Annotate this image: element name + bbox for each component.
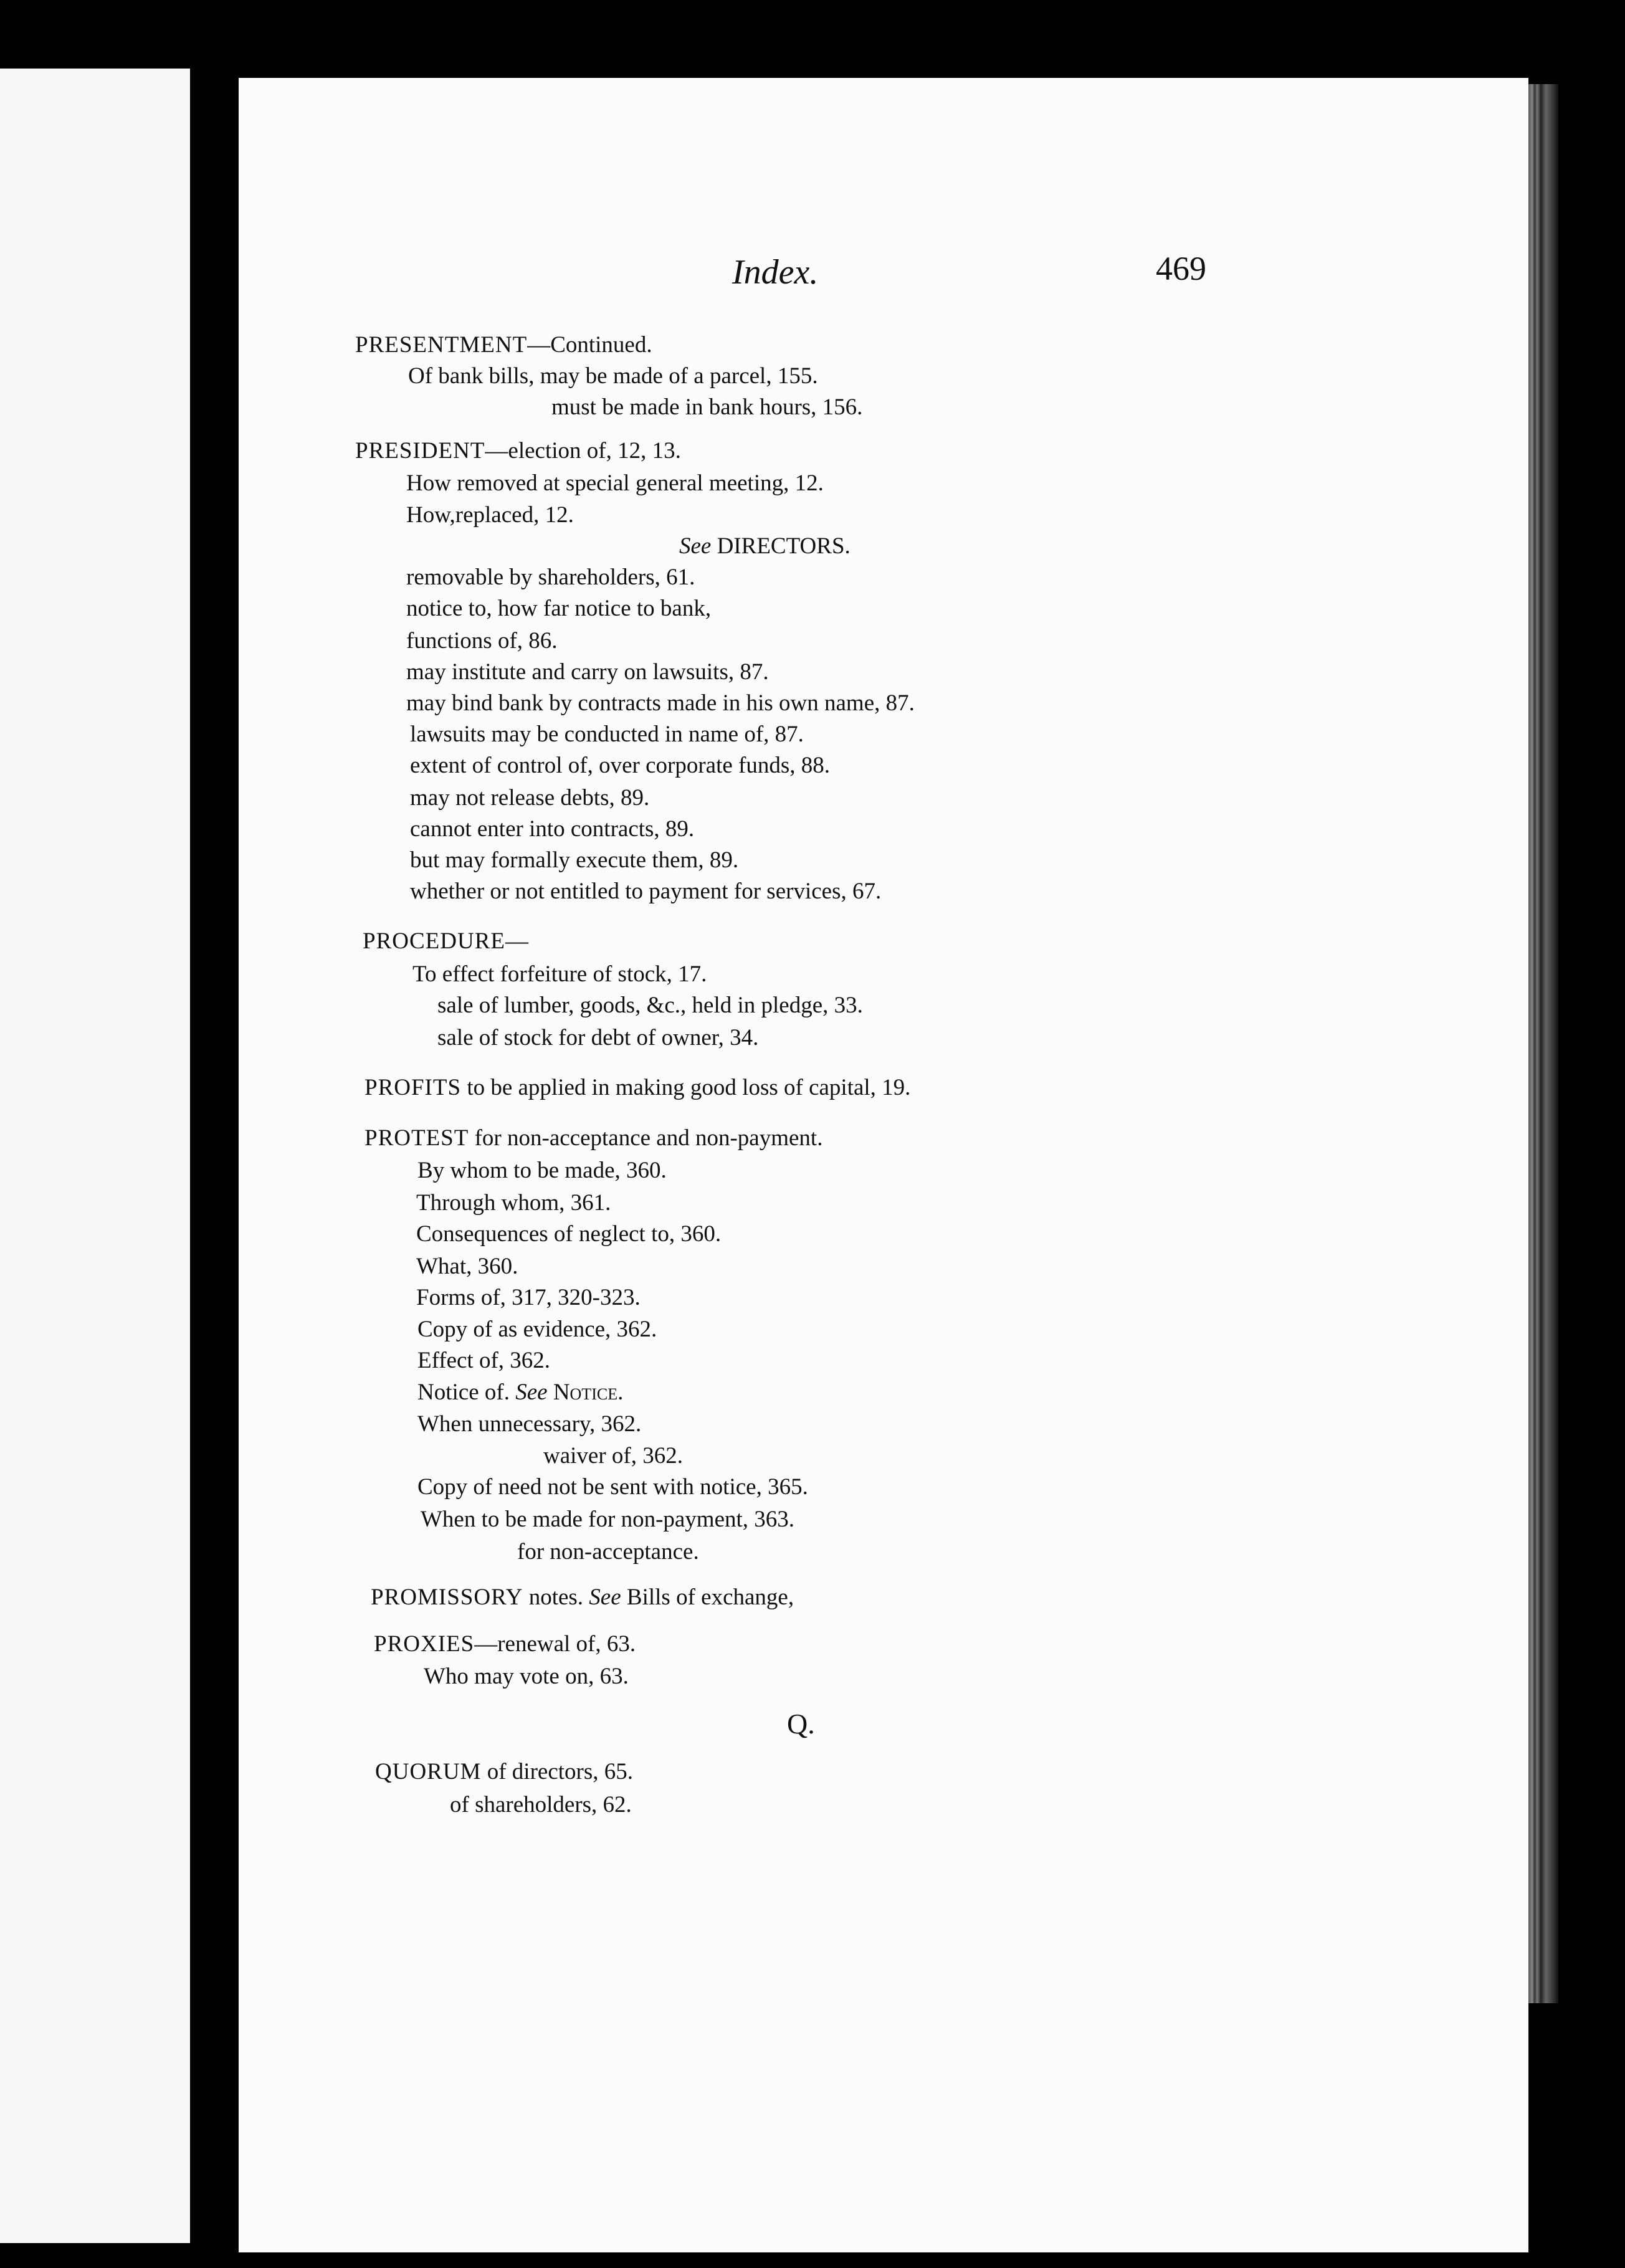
index-subentry: notice to, how far notice to bank, bbox=[406, 596, 712, 621]
index-subentry: Consequences of neglect to, 360. bbox=[416, 1221, 722, 1247]
facing-page bbox=[0, 69, 190, 2243]
running-head: Index. bbox=[732, 253, 819, 292]
index-subentry: waiver of, 362. bbox=[543, 1443, 683, 1469]
page-edge bbox=[1528, 84, 1558, 2003]
index-subentry: To effect forfeiture of stock, 17. bbox=[412, 961, 707, 987]
index-subentry: Copy of as evidence, 362. bbox=[417, 1317, 657, 1342]
index-subentry: may institute and carry on lawsuits, 87. bbox=[406, 659, 769, 685]
index-subentry: How removed at special general meeting, 12. bbox=[406, 470, 824, 496]
index-subentry: Notice of. See Notice. bbox=[417, 1379, 624, 1405]
page-number: 469 bbox=[1156, 250, 1206, 287]
index-subentry: may bind bank by contracts made in his own name, 87. bbox=[406, 690, 915, 716]
index-subentry: Through whom, 361. bbox=[416, 1190, 611, 1216]
index-subentry: must be made in bank hours, 156. bbox=[551, 394, 863, 420]
index-subentry: Copy of need not be sent with notice, 365. bbox=[417, 1474, 808, 1500]
index-cross-reference: See DIRECTORS. bbox=[679, 533, 851, 559]
section-letter: Q. bbox=[787, 1708, 815, 1740]
index-subentry: lawsuits may be conducted in name of, 87. bbox=[410, 722, 804, 747]
index-subentry: but may formally execute them, 89. bbox=[410, 847, 739, 873]
index-subentry: When unnecessary, 362. bbox=[417, 1411, 642, 1437]
index-entry-proxies: PROXIES—renewal of, 63. bbox=[374, 1631, 636, 1657]
index-entry-president: PRESIDENT—election of, 12, 13. bbox=[355, 438, 681, 464]
index-subentry: whether or not entitled to payment for services, 67. bbox=[410, 879, 882, 904]
index-subentry: Who may vote on, 63. bbox=[424, 1664, 629, 1689]
index-entry-procedure: PROCEDURE— bbox=[363, 928, 529, 954]
index-entry-promissory: PROMISSORY notes. See Bills of exchange, bbox=[371, 1584, 794, 1610]
index-entry-presentment: PRESENTMENT—Continued. bbox=[355, 332, 652, 358]
index-subentry: removable by shareholders, 61. bbox=[406, 565, 695, 590]
index-subentry: sale of stock for debt of owner, 34. bbox=[437, 1025, 759, 1051]
index-subentry: By whom to be made, 360. bbox=[417, 1158, 667, 1183]
index-subentry: How,replaced, 12. bbox=[406, 502, 574, 528]
index-subentry: functions of, 86. bbox=[406, 628, 558, 654]
index-subentry: Of bank bills, may be made of a parcel, 155. bbox=[408, 363, 818, 389]
index-subentry: Forms of, 317, 320-323. bbox=[416, 1285, 641, 1310]
index-subentry: cannot enter into contracts, 89. bbox=[410, 816, 695, 842]
index-subentry: may not release debts, 89. bbox=[410, 785, 650, 811]
index-subentry: Effect of, 362. bbox=[417, 1348, 551, 1373]
index-entry-quorum: QUORUM of directors, 65. bbox=[375, 1759, 633, 1784]
index-entry-protest: PROTEST for non-acceptance and non-payment. bbox=[365, 1125, 823, 1151]
index-subentry: of shareholders, 62. bbox=[450, 1792, 632, 1818]
index-subentry: When to be made for non-payment, 363. bbox=[421, 1507, 795, 1532]
index-subentry: extent of control of, over corporate funds, 88. bbox=[410, 753, 831, 778]
index-entry-profits: PROFITS to be applied in making good loss of capital, 19. bbox=[365, 1075, 911, 1100]
index-subentry: for non-acceptance. bbox=[517, 1539, 699, 1565]
index-subentry: sale of lumber, goods, &c., held in pledge, 33. bbox=[437, 993, 863, 1018]
index-subentry: What, 360. bbox=[416, 1254, 518, 1279]
